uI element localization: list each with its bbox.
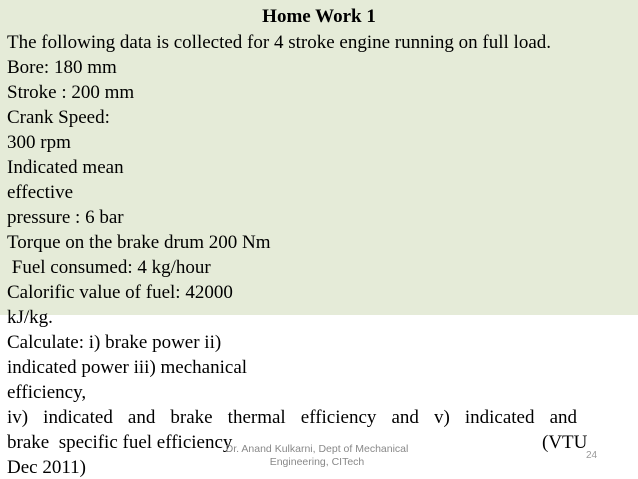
intro-line: The following data is collected for 4 stroke engine running on full load.: [7, 32, 551, 53]
calculate-line-1: Calculate: i) brake power ii): [7, 332, 222, 353]
imep-line-3: pressure : 6 bar: [7, 207, 124, 228]
calorific-unit-line: kJ/kg.: [7, 307, 53, 328]
bore-line: Bore: 180 mm: [7, 57, 117, 78]
imep-line-1: Indicated mean: [7, 157, 124, 178]
crank-speed-label: Crank Speed:: [7, 107, 110, 128]
stroke-line: Stroke : 200 mm: [7, 82, 135, 103]
slide-title: Home Work 1: [262, 6, 376, 27]
calculate-line-5: brake specific fuel efficiency: [7, 432, 233, 453]
calculate-line-2: indicated power iii) mechanical: [7, 357, 248, 378]
vtu-reference: (VTU: [542, 432, 588, 453]
calculate-line-4: iv) indicated and brake thermal efficiency and v) indicated and: [7, 407, 577, 428]
calculate-line-3: efficiency,: [7, 382, 87, 403]
fuel-line: Fuel consumed: 4 kg/hour: [7, 257, 211, 278]
imep-line-2: effective: [7, 182, 74, 203]
page-number: 24: [586, 450, 598, 461]
calorific-line: Calorific value of fuel: 42000: [7, 282, 233, 303]
crank-speed-value: 300 rpm: [7, 132, 71, 153]
footer-credit: Dr. Anand Kulkarni, Dept of Mechanical Engineering, CITech: [225, 443, 409, 468]
torque-line: Torque on the brake drum 200 Nm: [7, 232, 271, 253]
vtu-date: Dec 2011): [7, 457, 86, 478]
